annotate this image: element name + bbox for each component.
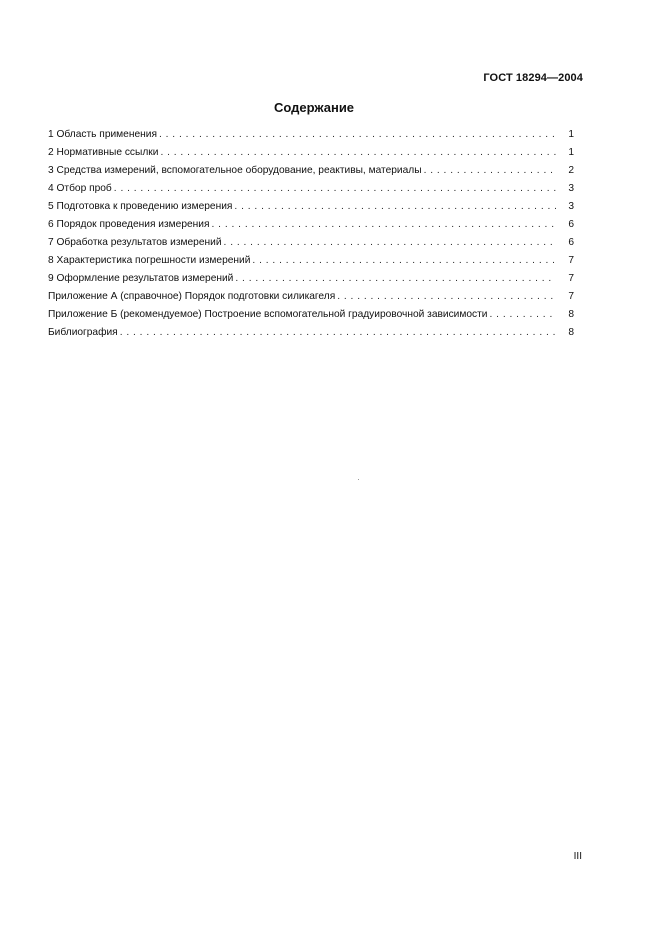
toc-entry-page: 8 [568, 309, 574, 320]
standard-code: ГОСТ 18294—2004 [483, 72, 583, 84]
toc-entry[interactable] [48, 270, 574, 288]
toc-entry-text: 3 Средства измерений, вспомогательное оборудование, реактивы, материалы [48, 165, 422, 176]
toc-entry-text: Приложение Б (рекомендуемое) Построение вспомогательной градуировочной зависимости [48, 309, 488, 320]
toc-entry-text: Библиография [48, 327, 118, 338]
page-number: III [573, 851, 582, 862]
toc-dot-leader [424, 162, 556, 180]
toc-entry-text: Приложение А (справочное) Порядок подготовки силикагеля [48, 291, 336, 302]
toc-entry-page: 6 [568, 219, 574, 230]
toc-entry-page: 7 [568, 291, 574, 302]
toc-entry-page: 3 [568, 201, 574, 212]
toc-dot-leader [337, 288, 556, 306]
toc-entry[interactable] [48, 252, 574, 270]
toc-entry[interactable] [48, 216, 574, 234]
toc-entry-text: 4 Отбор проб [48, 183, 112, 194]
toc-dot-leader [160, 144, 556, 162]
toc-dot-leader [120, 324, 556, 342]
toc-entry-page: 7 [568, 273, 574, 284]
toc-entry-page: 6 [568, 237, 574, 248]
toc-title: Содержание [273, 100, 355, 115]
toc-dot-leader [159, 126, 556, 144]
toc-entry-page: 7 [568, 255, 574, 266]
scan-speck [358, 479, 359, 480]
toc-list [48, 126, 574, 342]
toc-entry-text: 6 Порядок проведения измерения [48, 219, 210, 230]
toc-dot-leader [490, 306, 557, 324]
toc-entry[interactable] [48, 234, 574, 252]
toc-dot-leader [212, 216, 556, 234]
toc-dot-leader [114, 180, 556, 198]
toc-entry[interactable] [48, 198, 574, 216]
toc-dot-leader [235, 270, 556, 288]
toc-entry[interactable] [48, 162, 574, 180]
toc-entry[interactable] [48, 306, 574, 324]
toc-entry-page: 2 [568, 165, 574, 176]
toc-entry-page: 8 [568, 327, 574, 338]
toc-entry-text: 9 Оформление результатов измерений [48, 273, 234, 284]
toc-entry-page: 1 [568, 129, 574, 140]
toc-entry-page: 1 [568, 147, 574, 158]
toc-dot-leader [252, 252, 556, 270]
toc-dot-leader [224, 234, 556, 252]
toc-entry-text: 1 Область применения [48, 129, 157, 140]
toc-entry[interactable] [48, 180, 574, 198]
toc-entry[interactable] [48, 288, 574, 306]
toc-entry-text: 5 Подготовка к проведению измерения [48, 201, 233, 212]
toc-entry[interactable] [48, 144, 574, 162]
toc-entry[interactable] [48, 324, 574, 342]
toc-entry-text: 2 Нормативные ссылки [48, 147, 159, 158]
toc-entry-page: 3 [568, 183, 574, 194]
toc-entry[interactable] [48, 126, 574, 144]
toc-entry-text: 8 Характеристика погрешности измерений [48, 255, 251, 266]
toc-entry-text: 7 Обработка результатов измерений [48, 237, 222, 248]
toc-dot-leader [234, 198, 556, 216]
